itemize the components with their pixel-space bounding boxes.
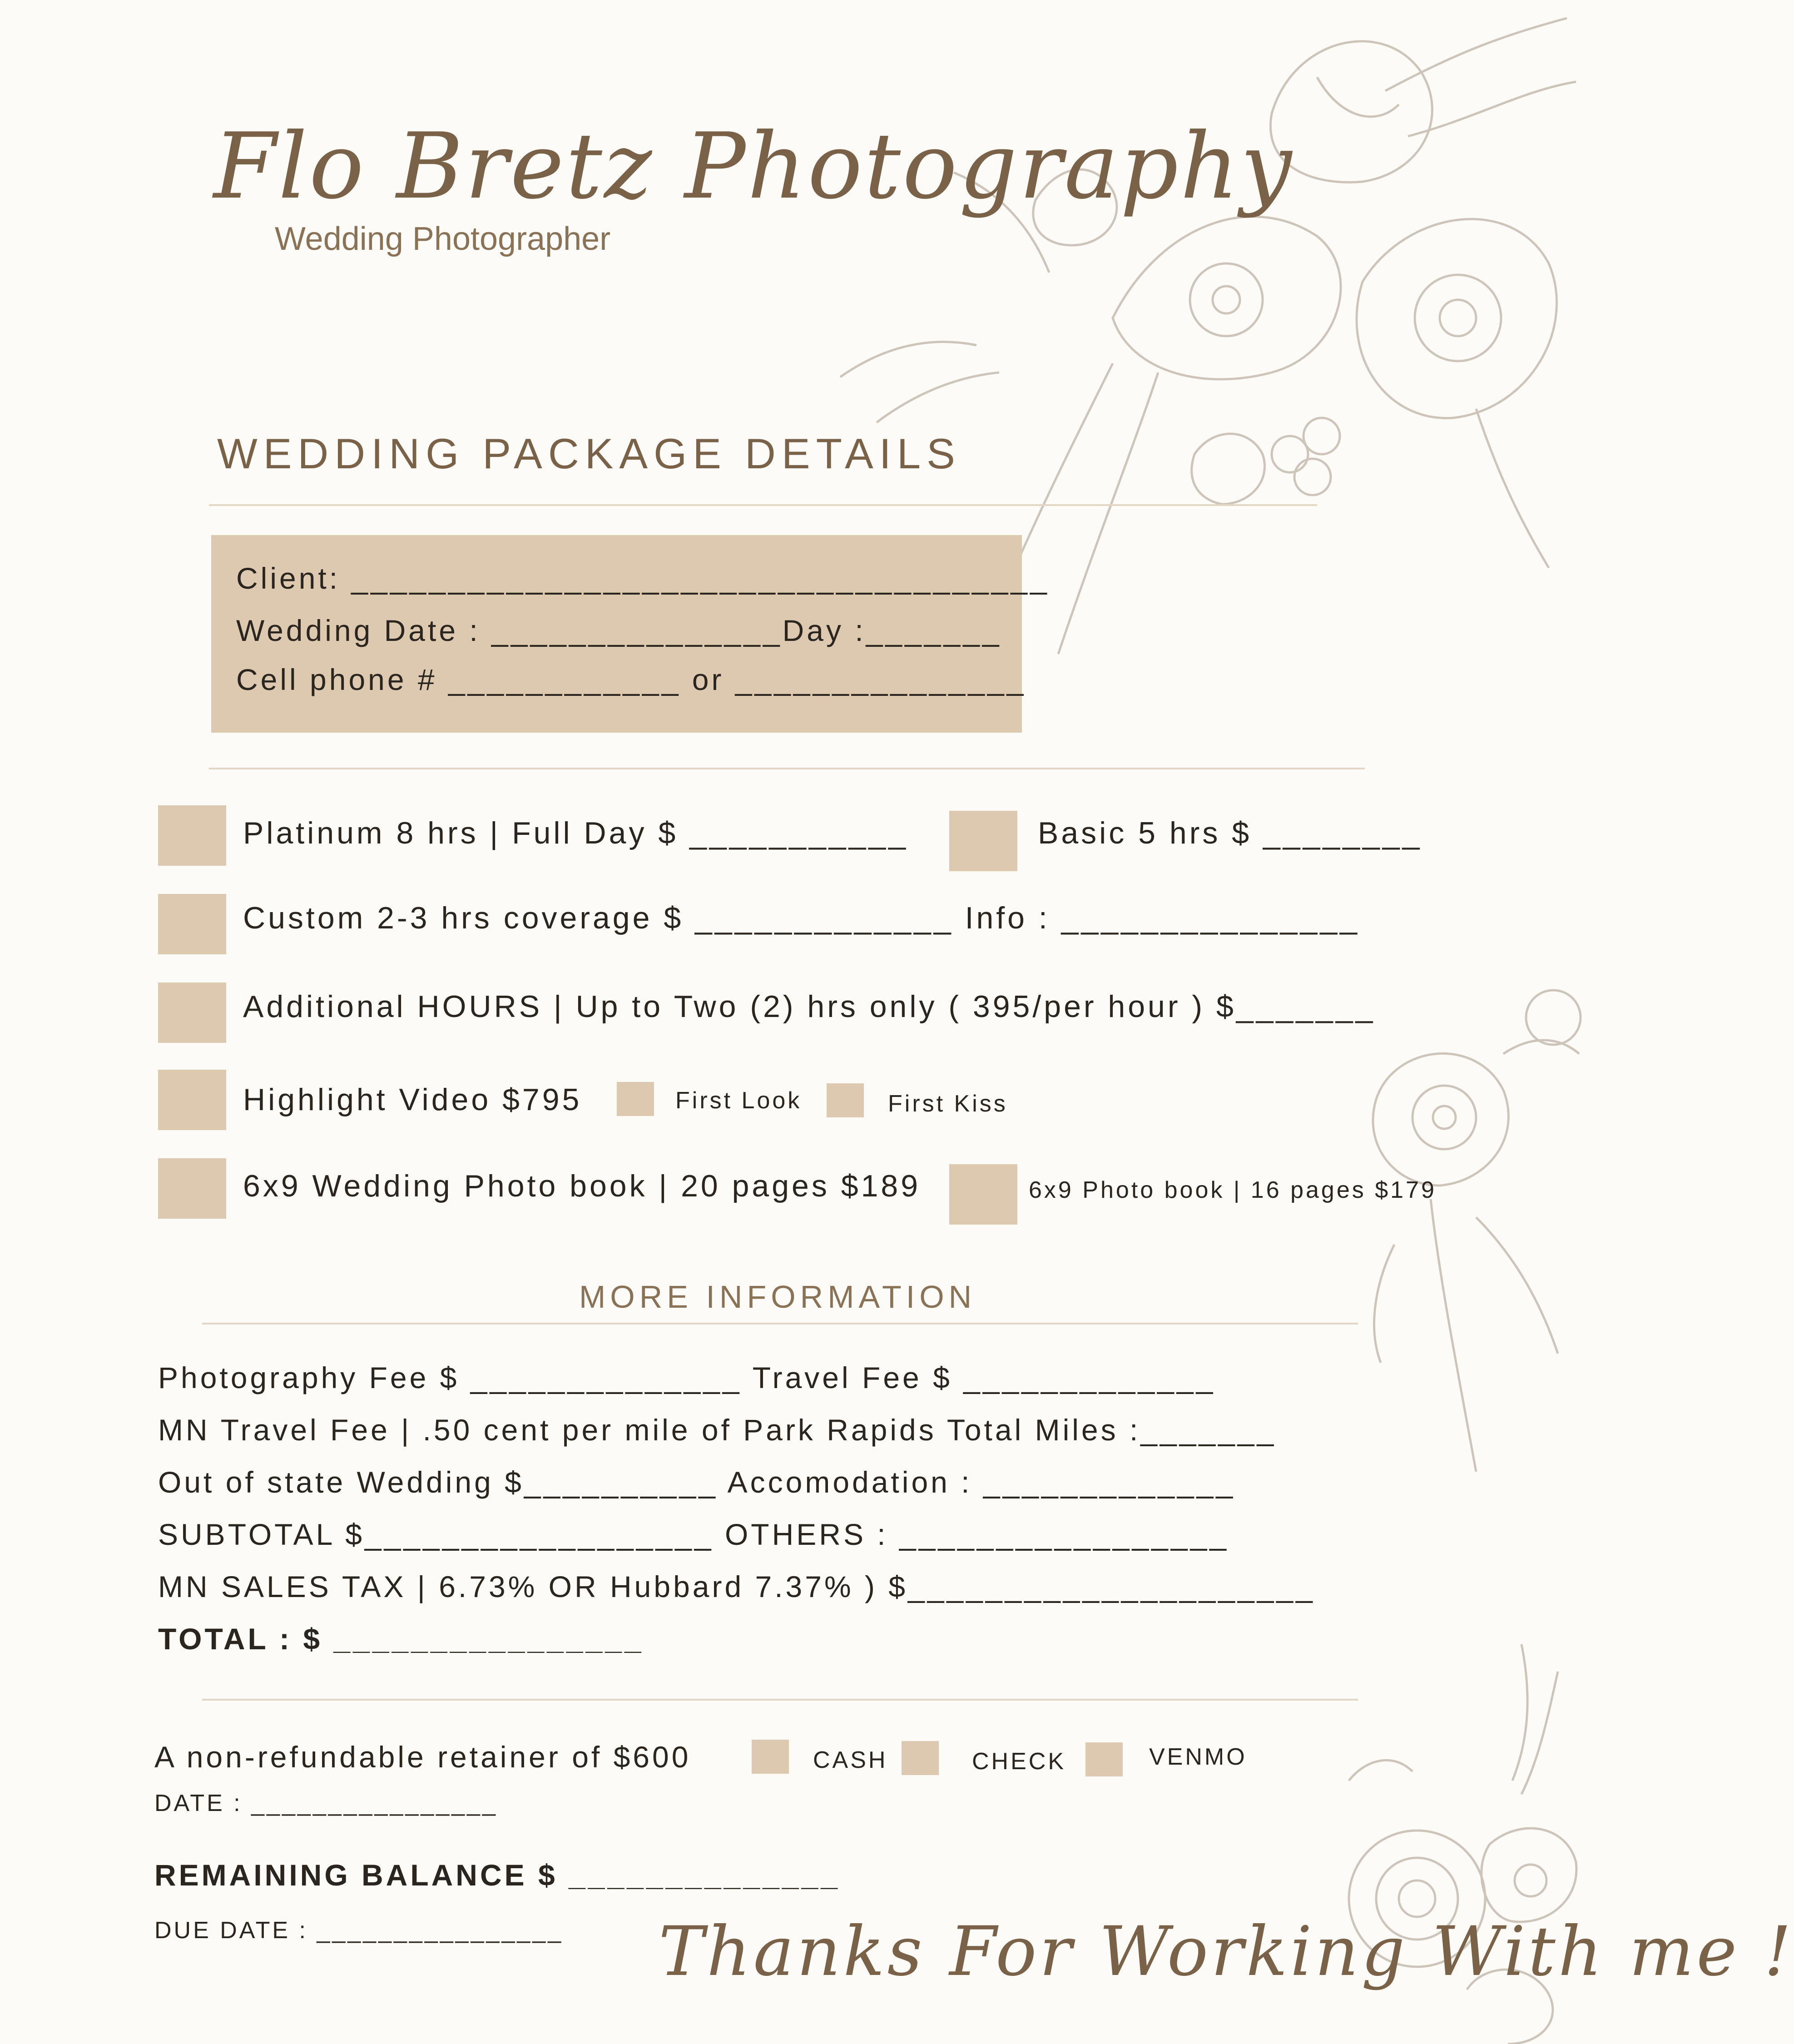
basic-checkbox[interactable] — [949, 811, 1017, 871]
photo-book-16-option: 6x9 Photo book | 16 pages $179 — [1029, 1177, 1437, 1203]
cash-label: CASH — [813, 1747, 888, 1773]
basic-option: Basic 5 hrs $ ________ — [1038, 816, 1422, 850]
additional-hours-option: Additional HOURS | Up to Two (2) hrs only ( 395/per hour ) $_______ — [243, 989, 1376, 1024]
platinum-checkbox[interactable] — [158, 805, 226, 866]
photo-book-20-checkbox[interactable] — [158, 1158, 226, 1219]
mn-travel-fee-line[interactable]: MN Travel Fee | .50 cent per mile of Park Rapids Total Miles :_______ — [158, 1413, 1277, 1447]
additional-hours-checkbox[interactable] — [158, 982, 226, 1043]
first-kiss-checkbox[interactable] — [827, 1083, 864, 1117]
first-look-option: First Look — [675, 1087, 802, 1114]
section-title: WEDDING PACKAGE DETAILS — [217, 430, 961, 477]
venmo-label: VENMO — [1149, 1744, 1247, 1770]
photo-book-20-option: 6x9 Wedding Photo book | 20 pages $189 — [243, 1169, 921, 1203]
check-label: CHECK — [972, 1748, 1066, 1775]
check-checkbox[interactable] — [902, 1741, 939, 1775]
photo-book-16-checkbox[interactable] — [949, 1164, 1017, 1225]
cell-phone-field[interactable]: Cell phone # ____________ or _______________ — [236, 663, 1026, 696]
total-line[interactable]: TOTAL : $ ________________ — [158, 1622, 644, 1656]
retainer-text: A non-refundable retainer of $600 — [154, 1740, 691, 1774]
brand-subtitle: Wedding Photographer — [275, 221, 611, 257]
brand-title: Flo Bretz Photography — [213, 114, 1294, 219]
wedding-date-field[interactable]: Wedding Date : _______________Day :_______ — [236, 614, 1002, 647]
out-of-state-line[interactable]: Out of state Wedding $__________ Accomodation : _____________ — [158, 1465, 1236, 1499]
divider — [209, 504, 1317, 506]
photography-fee-line[interactable]: Photography Fee $ ______________ Travel Fee $ _____________ — [158, 1361, 1216, 1394]
closing-message: Thanks For Working With me ! — [659, 1912, 1794, 1991]
divider — [202, 1699, 1358, 1701]
remaining-balance-line[interactable]: REMAINING BALANCE $ ______________ — [154, 1858, 840, 1892]
first-look-checkbox[interactable] — [617, 1082, 654, 1116]
highlight-video-checkbox[interactable] — [158, 1070, 226, 1130]
platinum-option: Platinum 8 hrs | Full Day $ ___________ — [243, 816, 909, 850]
cash-checkbox[interactable] — [752, 1740, 789, 1774]
subtotal-line[interactable]: SUBTOTAL $__________________ OTHERS : _________________ — [158, 1518, 1229, 1551]
due-date-field[interactable]: DUE DATE : ________________ — [154, 1917, 564, 1944]
custom-checkbox[interactable] — [158, 894, 226, 954]
venmo-checkbox[interactable] — [1085, 1742, 1123, 1776]
divider — [209, 768, 1365, 769]
highlight-video-option: Highlight Video $795 — [243, 1082, 582, 1117]
retainer-date-field[interactable]: DATE : ________________ — [154, 1790, 498, 1816]
divider — [202, 1323, 1358, 1325]
client-field[interactable]: Client: ____________________________________ — [236, 561, 1050, 595]
more-information-title: MORE INFORMATION — [579, 1279, 976, 1315]
sales-tax-line[interactable]: MN SALES TAX | 6.73% OR Hubbard 7.37% ) $_____________________ — [158, 1570, 1315, 1603]
floral-illustration-right — [1340, 963, 1579, 1476]
first-kiss-option: First Kiss — [888, 1091, 1008, 1117]
custom-option: Custom 2-3 hrs coverage $ _____________ Info : _______________ — [243, 901, 1360, 935]
